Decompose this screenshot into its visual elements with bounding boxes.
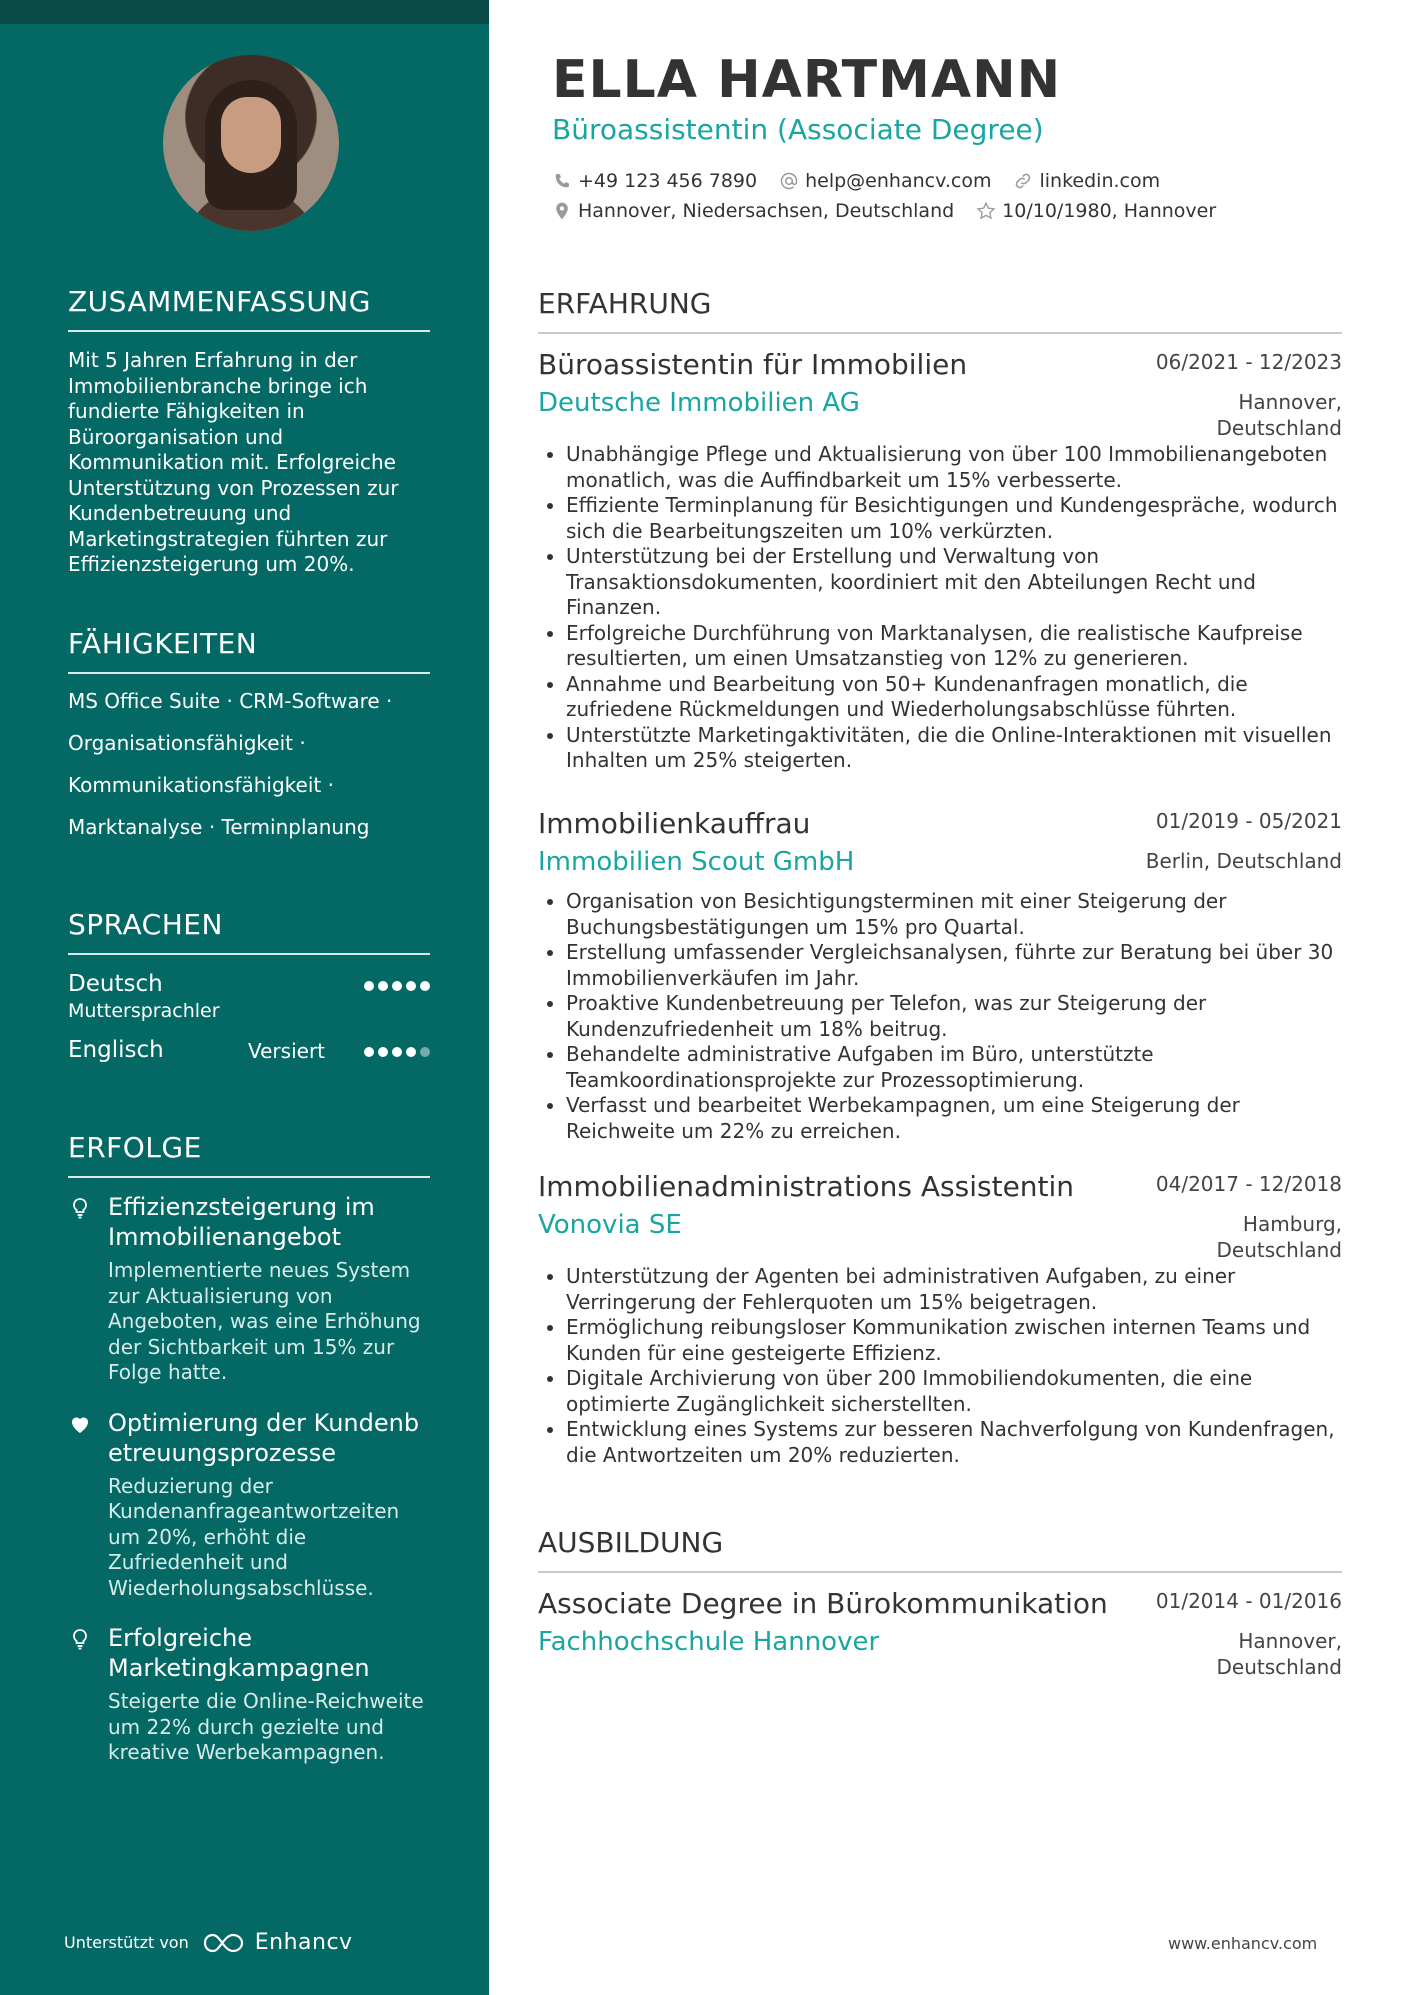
profile-photo [163, 55, 339, 231]
heart-icon [68, 1412, 92, 1436]
star-icon [976, 201, 996, 221]
language-row [68, 971, 430, 1025]
bullet-item: • Effiziente Terminplanung für Besichtigungen und Kundengespräche, wodurch sich die Bearbeitungszeiten um 10% verkürzten. [566, 493, 1342, 544]
rating-dots [364, 981, 430, 991]
bullet-item: • Behandelte administrative Aufgaben im Büro, unterstützte Teamkoordinationsprojekte zur Prozessoptimierung. [566, 1042, 1342, 1093]
phone-icon [552, 171, 572, 191]
candidate-headline: Büroassistentin (Associate Degree) [552, 113, 1044, 146]
contact-row [552, 200, 1216, 222]
enhancv-logo[interactable] [201, 1930, 353, 1955]
bullet-item: • Proaktive Kundenbetreuung per Telefon, was zur Steigerung der Kundenzufriedenheit um 18% beitrug. [566, 991, 1342, 1042]
phone-text: +49 123 456 7890 [578, 170, 758, 192]
language-level: Versiert [248, 1039, 326, 1063]
candidate-name: ELLA HARTMANN [552, 50, 1062, 110]
rating-dots [364, 1047, 430, 1057]
rating-dot [420, 1047, 430, 1057]
job-location: Hamburg, Deutschland [1216, 1212, 1342, 1262]
contact-row [552, 170, 1160, 192]
bullet-item: • Unterstützung der Agenten bei administrativen Aufgaben, zu einer Verringerung der Fehlerquoten um 15% beigetragen. [566, 1264, 1342, 1315]
bullet-item: • Erstellung umfassender Vergleichsanalysen, führte zur Beratung bei über 30 Immobilienverkäufen im Jahr. [566, 940, 1342, 991]
company-name: Immobilien Scout GmbH [538, 847, 855, 877]
job-title: Immobilienadministrations Assistentin [538, 1170, 1075, 1203]
contact-phone[interactable] [552, 170, 757, 192]
language-name: Englisch [68, 1037, 164, 1063]
rating-dot [378, 981, 388, 991]
job-entry [538, 348, 1342, 774]
achievement-title: Effizienzsteigerung im Immobilienangebot [108, 1193, 375, 1251]
bullet-item: • Unterstützung bei der Erstellung und Verwaltung von Transaktionsdokumenten, koordiniert mit den Abteilungen Recht und Finanzen. [566, 544, 1342, 621]
at-icon [779, 171, 799, 191]
skills-title: FÄHIGKEITEN [68, 627, 430, 674]
job-bullets [538, 889, 1342, 1144]
sidebar-footer [64, 1930, 353, 1955]
job-entry [538, 1170, 1342, 1468]
bullet-item: • Erfolgreiche Durchführung von Marktanalysen, die realistische Kaufpreise resultierten, um einen Umsatzanstieg von 12% zu generieren. [566, 621, 1342, 672]
bullet-item: • Organisation von Besichtigungsterminen mit einer Steigerung der Buchungsbestätigungen um 15% pro Quartal. [566, 889, 1342, 940]
footer-url[interactable]: www.enhancv.com [1168, 1934, 1318, 1953]
contact-location [552, 200, 954, 222]
contact-birth [976, 200, 1216, 222]
skills-line: MS Office Suite · CRM-Software · [68, 689, 393, 713]
achievement-item [68, 1192, 430, 1386]
summary-text: Mit 5 Jahren Erfahrung in der Immobilienbranche bringe ich fundierte Fähigkeiten in Büroorganisation und Kommunikation mit. Erfolgreiche Unterstützung von Prozessen zur Kundenbetreuung und Marketingstrategien führten zur Effizienzsteigerung um 20%. [68, 348, 399, 576]
education-dates: 01/2014 - 01/2016 [1155, 1589, 1342, 1613]
job-title: Immobilienkauffrau [538, 807, 811, 840]
achievement-item [68, 1623, 430, 1766]
achievement-desc: Reduzierung der Kundenanfrageantwortzeiten um 20%, erhöht die Zufriedenheit und Wiederholungsabschlüsse. [108, 1473, 400, 1600]
rating-dot [378, 1047, 388, 1057]
bullet-item: • Unabhängige Pflege und Aktualisierung von über 100 Immobilienangeboten monatlich, was die Auffindbarkeit um 15% verbesserte. [566, 442, 1342, 493]
powered-by-label: Unterstützt von [64, 1933, 189, 1952]
link-icon [1013, 171, 1033, 191]
job-dates: 01/2019 - 05/2021 [1155, 809, 1342, 833]
birth-text: 10/10/1980, Hannover [1002, 200, 1217, 222]
skills-line: Organisationsfähigkeit · [68, 731, 306, 755]
job-bullets [538, 442, 1342, 774]
infinity-icon [201, 1931, 247, 1955]
achievement-item [68, 1408, 430, 1602]
sidebar-top-bar [0, 0, 489, 24]
bullet-item: • Ermöglichung reibungsloser Kommunikation zwischen internen Teams und Kunden für eine gesteigerte Effizienz. [566, 1315, 1342, 1366]
language-row [68, 1037, 430, 1091]
company-name: Vonovia SE [538, 1210, 682, 1240]
lightbulb-icon [68, 1196, 92, 1220]
job-entry [538, 807, 1342, 1144]
skills-line: Kommunikationsfähigkeit · [68, 773, 334, 797]
job-dates: 04/2017 - 12/2018 [1155, 1172, 1342, 1196]
location-pin-icon [552, 201, 572, 221]
rating-dot [392, 1047, 402, 1057]
rating-dot [364, 1047, 374, 1057]
job-title: Büroassistentin für Immobilien [538, 348, 968, 381]
bullet-item: • Annahme und Bearbeitung von 50+ Kundenanfragen monatlich, die zufriedene Rückmeldungen und Wiederholungsabschlüsse führten. [566, 672, 1342, 723]
bullet-item: • Digitale Archivierung von über 200 Immobiliendokumenten, die eine optimierte Zugänglichkeit sicherstellten. [566, 1366, 1342, 1417]
skills-line: Marktanalyse · Terminplanung [68, 815, 370, 839]
achievement-desc: Steigerte die Online-Reichweite um 22% durch gezielte und kreative Werbekampagnen. [108, 1689, 424, 1764]
summary-section [68, 285, 430, 578]
linkedin-text: linkedin.com [1039, 170, 1161, 192]
degree-title: Associate Degree in Bürokommunikation [538, 1587, 1108, 1620]
job-dates: 06/2021 - 12/2023 [1155, 350, 1342, 374]
language-level: Muttersprachler [68, 1000, 220, 1022]
rating-dot [392, 981, 402, 991]
achievement-desc: Implementierte neues System zur Aktualisierung von Angeboten, was eine Erhöhung der Sichtbarkeit um 15% zur Folge hatte. [108, 1258, 421, 1384]
rating-dot [406, 1047, 416, 1057]
email-text: help@enhancv.com [805, 170, 992, 192]
achievement-title: Erfolgreiche Marketingkampagnen [108, 1624, 370, 1682]
achievements-section [68, 1131, 430, 1766]
sidebar [0, 0, 489, 1995]
bullet-item: • Verfasst und bearbeitet Werbekampagnen, um eine Steigerung der Reichweite um 22% zu erreichen. [566, 1093, 1342, 1144]
job-location: Berlin, Deutschland [1145, 849, 1342, 873]
rating-dot [406, 981, 416, 991]
rating-dot [420, 981, 430, 991]
job-bullets [538, 1264, 1342, 1468]
education-entry [538, 1587, 1342, 1679]
languages-title: SPRACHEN [68, 908, 430, 955]
location-text: Hannover, Niedersachsen, Deutschland [578, 200, 955, 222]
achievements-title: ERFOLGE [68, 1131, 430, 1178]
job-location: Hannover, Deutschland [1216, 390, 1342, 440]
education-location: Hannover, Deutschland [1216, 1629, 1342, 1679]
enhancv-brand: Enhancv [254, 1930, 353, 1955]
lightbulb-icon [68, 1627, 92, 1651]
bullet-item: • Entwicklung eines Systems zur besseren Nachverfolgung von Kundenfragen, die Antwortzeiten um 20% reduzierten. [566, 1417, 1342, 1468]
summary-title: ZUSAMMENFASSUNG [68, 285, 430, 332]
skills-section [68, 627, 430, 848]
school-name: Fachhochschule Hannover [538, 1627, 880, 1657]
language-name: Deutsch [68, 971, 163, 997]
languages-section [68, 908, 430, 1091]
contact-email[interactable] [779, 170, 991, 192]
achievement-title: Optimierung der Kundenbetreuungsprozesse [108, 1408, 420, 1467]
bullet-item: • Unterstützte Marketingaktivitäten, die die Online-Interaktionen mit visuellen Inhalten um 25% steigerten. [566, 723, 1342, 774]
rating-dot [364, 981, 374, 991]
company-name: Deutsche Immobilien AG [538, 388, 860, 418]
experience-title: ERFAHRUNG [538, 287, 1342, 334]
education-title: AUSBILDUNG [538, 1526, 1342, 1573]
contact-linkedin[interactable] [1013, 170, 1160, 192]
